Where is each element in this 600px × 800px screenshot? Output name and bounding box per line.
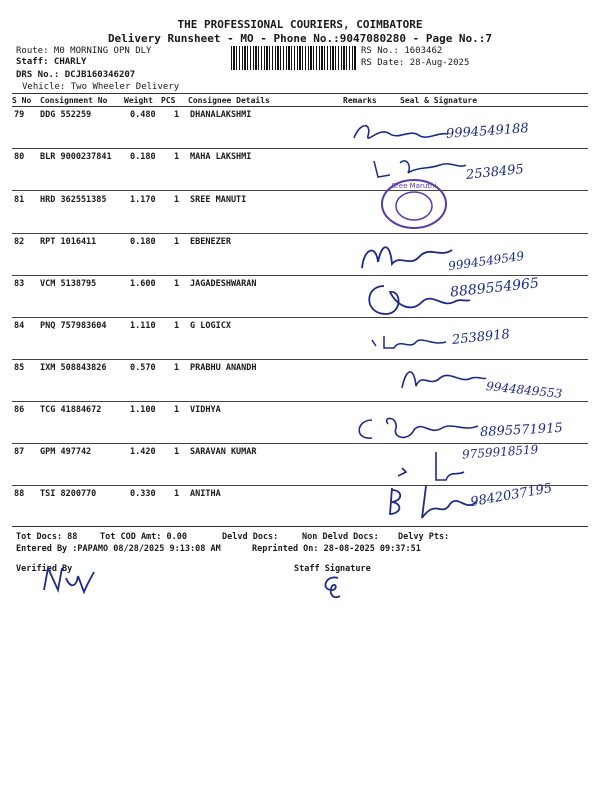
- handwritten-phone: 9994549188: [445, 121, 530, 142]
- row-consignee: G LOGICX: [190, 321, 231, 331]
- row-sno: 81: [14, 195, 25, 205]
- barcode-image: [231, 46, 357, 70]
- header-bottom-rule: [12, 106, 588, 107]
- row-consignment: GPM 497742: [40, 447, 92, 457]
- row-divider: [12, 359, 588, 360]
- reprinted-on: Reprinted On: 28-08-2025 09:37:51: [252, 544, 421, 554]
- row-weight: 1.100: [130, 405, 156, 415]
- col-seal: Seal & Signature: [400, 96, 478, 105]
- col-sno: S No: [12, 96, 32, 105]
- row-consignee: SARAVAN KUMAR: [190, 447, 257, 457]
- row-pcs: 1: [174, 152, 180, 162]
- row-divider: [12, 233, 588, 234]
- row-consignee: SREE MANUTI: [190, 195, 247, 205]
- footer-rule: [12, 526, 588, 527]
- row-sno: 87: [14, 447, 25, 457]
- company-title: THE PROFESSIONAL COURIERS, COIMBATORE: [177, 18, 423, 31]
- signature-image: [398, 364, 488, 394]
- staff-signature: [318, 572, 348, 602]
- drs-number: DRS No.: DCJB160346207: [16, 70, 136, 80]
- col-consignment: Consignment No: [40, 96, 108, 105]
- row-divider: [12, 275, 588, 276]
- row-weight: 0.180: [130, 152, 156, 162]
- total-cod: Tot COD Amt: 0.00: [100, 532, 187, 542]
- handwritten-phone: 8895571915: [479, 420, 564, 441]
- handwritten-phone: 8889554965: [449, 275, 540, 301]
- entered-by: Entered By :PAPAMO 08/28/2025 9:13:08 AM: [16, 544, 221, 554]
- verifier-signature: [40, 562, 96, 596]
- total-docs: Tot Docs: 88: [16, 532, 78, 542]
- col-remarks: Remarks: [343, 96, 377, 105]
- row-consignment: IXM 508843826: [40, 363, 107, 373]
- row-consignee: PRABHU ANANDH: [190, 363, 257, 373]
- row-pcs: 1: [174, 237, 180, 247]
- row-sno: 85: [14, 363, 25, 373]
- handwritten-phone: 9759918519: [461, 442, 539, 462]
- rs-date: RS Date: 28-Aug-2025: [361, 58, 470, 68]
- row-weight: 1.170: [130, 195, 156, 205]
- signature-image: [396, 450, 466, 484]
- route-label: Route: M0 MORNING OPN DLY: [16, 46, 152, 56]
- row-pcs: 1: [174, 489, 180, 499]
- row-pcs: 1: [174, 195, 180, 205]
- delivery-points: Delvy Pts:: [398, 532, 450, 542]
- col-consignee: Consignee Details: [188, 96, 270, 105]
- row-consignee: MAHA LAKSHMI: [190, 152, 252, 162]
- table-row: [0, 321, 600, 365]
- seal-stamp: [378, 176, 450, 232]
- row-consignment: TSI 8200770: [40, 489, 97, 499]
- row-sno: 88: [14, 489, 25, 499]
- row-consignment: VCM 5138795: [40, 279, 97, 289]
- row-pcs: 1: [174, 321, 180, 331]
- row-divider: [12, 317, 588, 318]
- row-divider: [12, 485, 588, 486]
- verified-by-label: Verified By: [16, 564, 73, 574]
- signature-image: [370, 330, 450, 354]
- row-divider: [12, 190, 588, 191]
- non-delivered-docs: Non Delvd Docs:: [302, 532, 379, 542]
- handwritten-phone: 2538918: [451, 327, 511, 348]
- row-divider: [12, 401, 588, 402]
- delivered-docs: Delvd Docs:: [222, 532, 279, 542]
- row-sno: 80: [14, 152, 25, 162]
- row-pcs: 1: [174, 363, 180, 373]
- row-consignment: RPT 1016411: [40, 237, 97, 247]
- row-consignment: BLR 9000237841: [40, 152, 112, 162]
- row-weight: 1.420: [130, 447, 156, 457]
- signature-image: [386, 484, 486, 524]
- table-row: [0, 195, 600, 239]
- row-weight: 0.480: [130, 110, 156, 120]
- row-consignment: DDG 552259: [40, 110, 92, 120]
- row-weight: 1.110: [130, 321, 156, 331]
- vehicle-label: Vehicle: Two Wheeler Delivery: [22, 82, 180, 92]
- row-divider: [12, 148, 588, 149]
- runsheet-subtitle: Delivery Runsheet - MO - Phone No.:9047080280 - Page No.:7: [107, 32, 493, 45]
- rs-number: RS No.: 1603462: [361, 46, 443, 56]
- col-weight: Weight: [124, 96, 153, 105]
- row-pcs: 1: [174, 110, 180, 120]
- row-consignee: DHANALAKSHMI: [190, 110, 252, 120]
- signature-image: [350, 118, 450, 148]
- row-sno: 79: [14, 110, 25, 120]
- row-consignment: PNQ 757983604: [40, 321, 107, 331]
- signature-image: [352, 412, 482, 446]
- row-consignment: HRD 362551385: [40, 195, 107, 205]
- handwritten-phone: 9994549549: [447, 248, 525, 274]
- row-weight: 1.600: [130, 279, 156, 289]
- row-sno: 84: [14, 321, 25, 331]
- row-sno: 82: [14, 237, 25, 247]
- handwritten-phone: 9944849553: [485, 379, 563, 401]
- row-consignee: VIDHYA: [190, 405, 221, 415]
- row-weight: 0.330: [130, 489, 156, 499]
- staff-signature-label: Staff Signature: [294, 564, 371, 574]
- row-sno: 83: [14, 279, 25, 289]
- row-weight: 0.570: [130, 363, 156, 373]
- staff-label: Staff: CHARLY: [16, 57, 87, 67]
- row-weight: 0.180: [130, 237, 156, 247]
- row-consignee: EBENEZER: [190, 237, 231, 247]
- row-pcs: 1: [174, 405, 180, 415]
- row-pcs: 1: [174, 279, 180, 289]
- row-sno: 86: [14, 405, 25, 415]
- signature-image: [356, 238, 456, 278]
- handwritten-phone: 9842037195: [469, 480, 554, 511]
- row-consignee: JAGADESHWARAN: [190, 279, 257, 289]
- signature-image: [362, 280, 472, 320]
- row-consignee: ANITHA: [190, 489, 221, 499]
- svg-text:Sree Maruthi: Sree Maruthi: [391, 182, 437, 190]
- handwritten-phone: 2538495: [465, 162, 525, 183]
- header-top-rule: [12, 93, 588, 94]
- row-pcs: 1: [174, 447, 180, 457]
- row-consignment: TCG 41884672: [40, 405, 102, 415]
- col-pcs: PCS: [161, 96, 176, 105]
